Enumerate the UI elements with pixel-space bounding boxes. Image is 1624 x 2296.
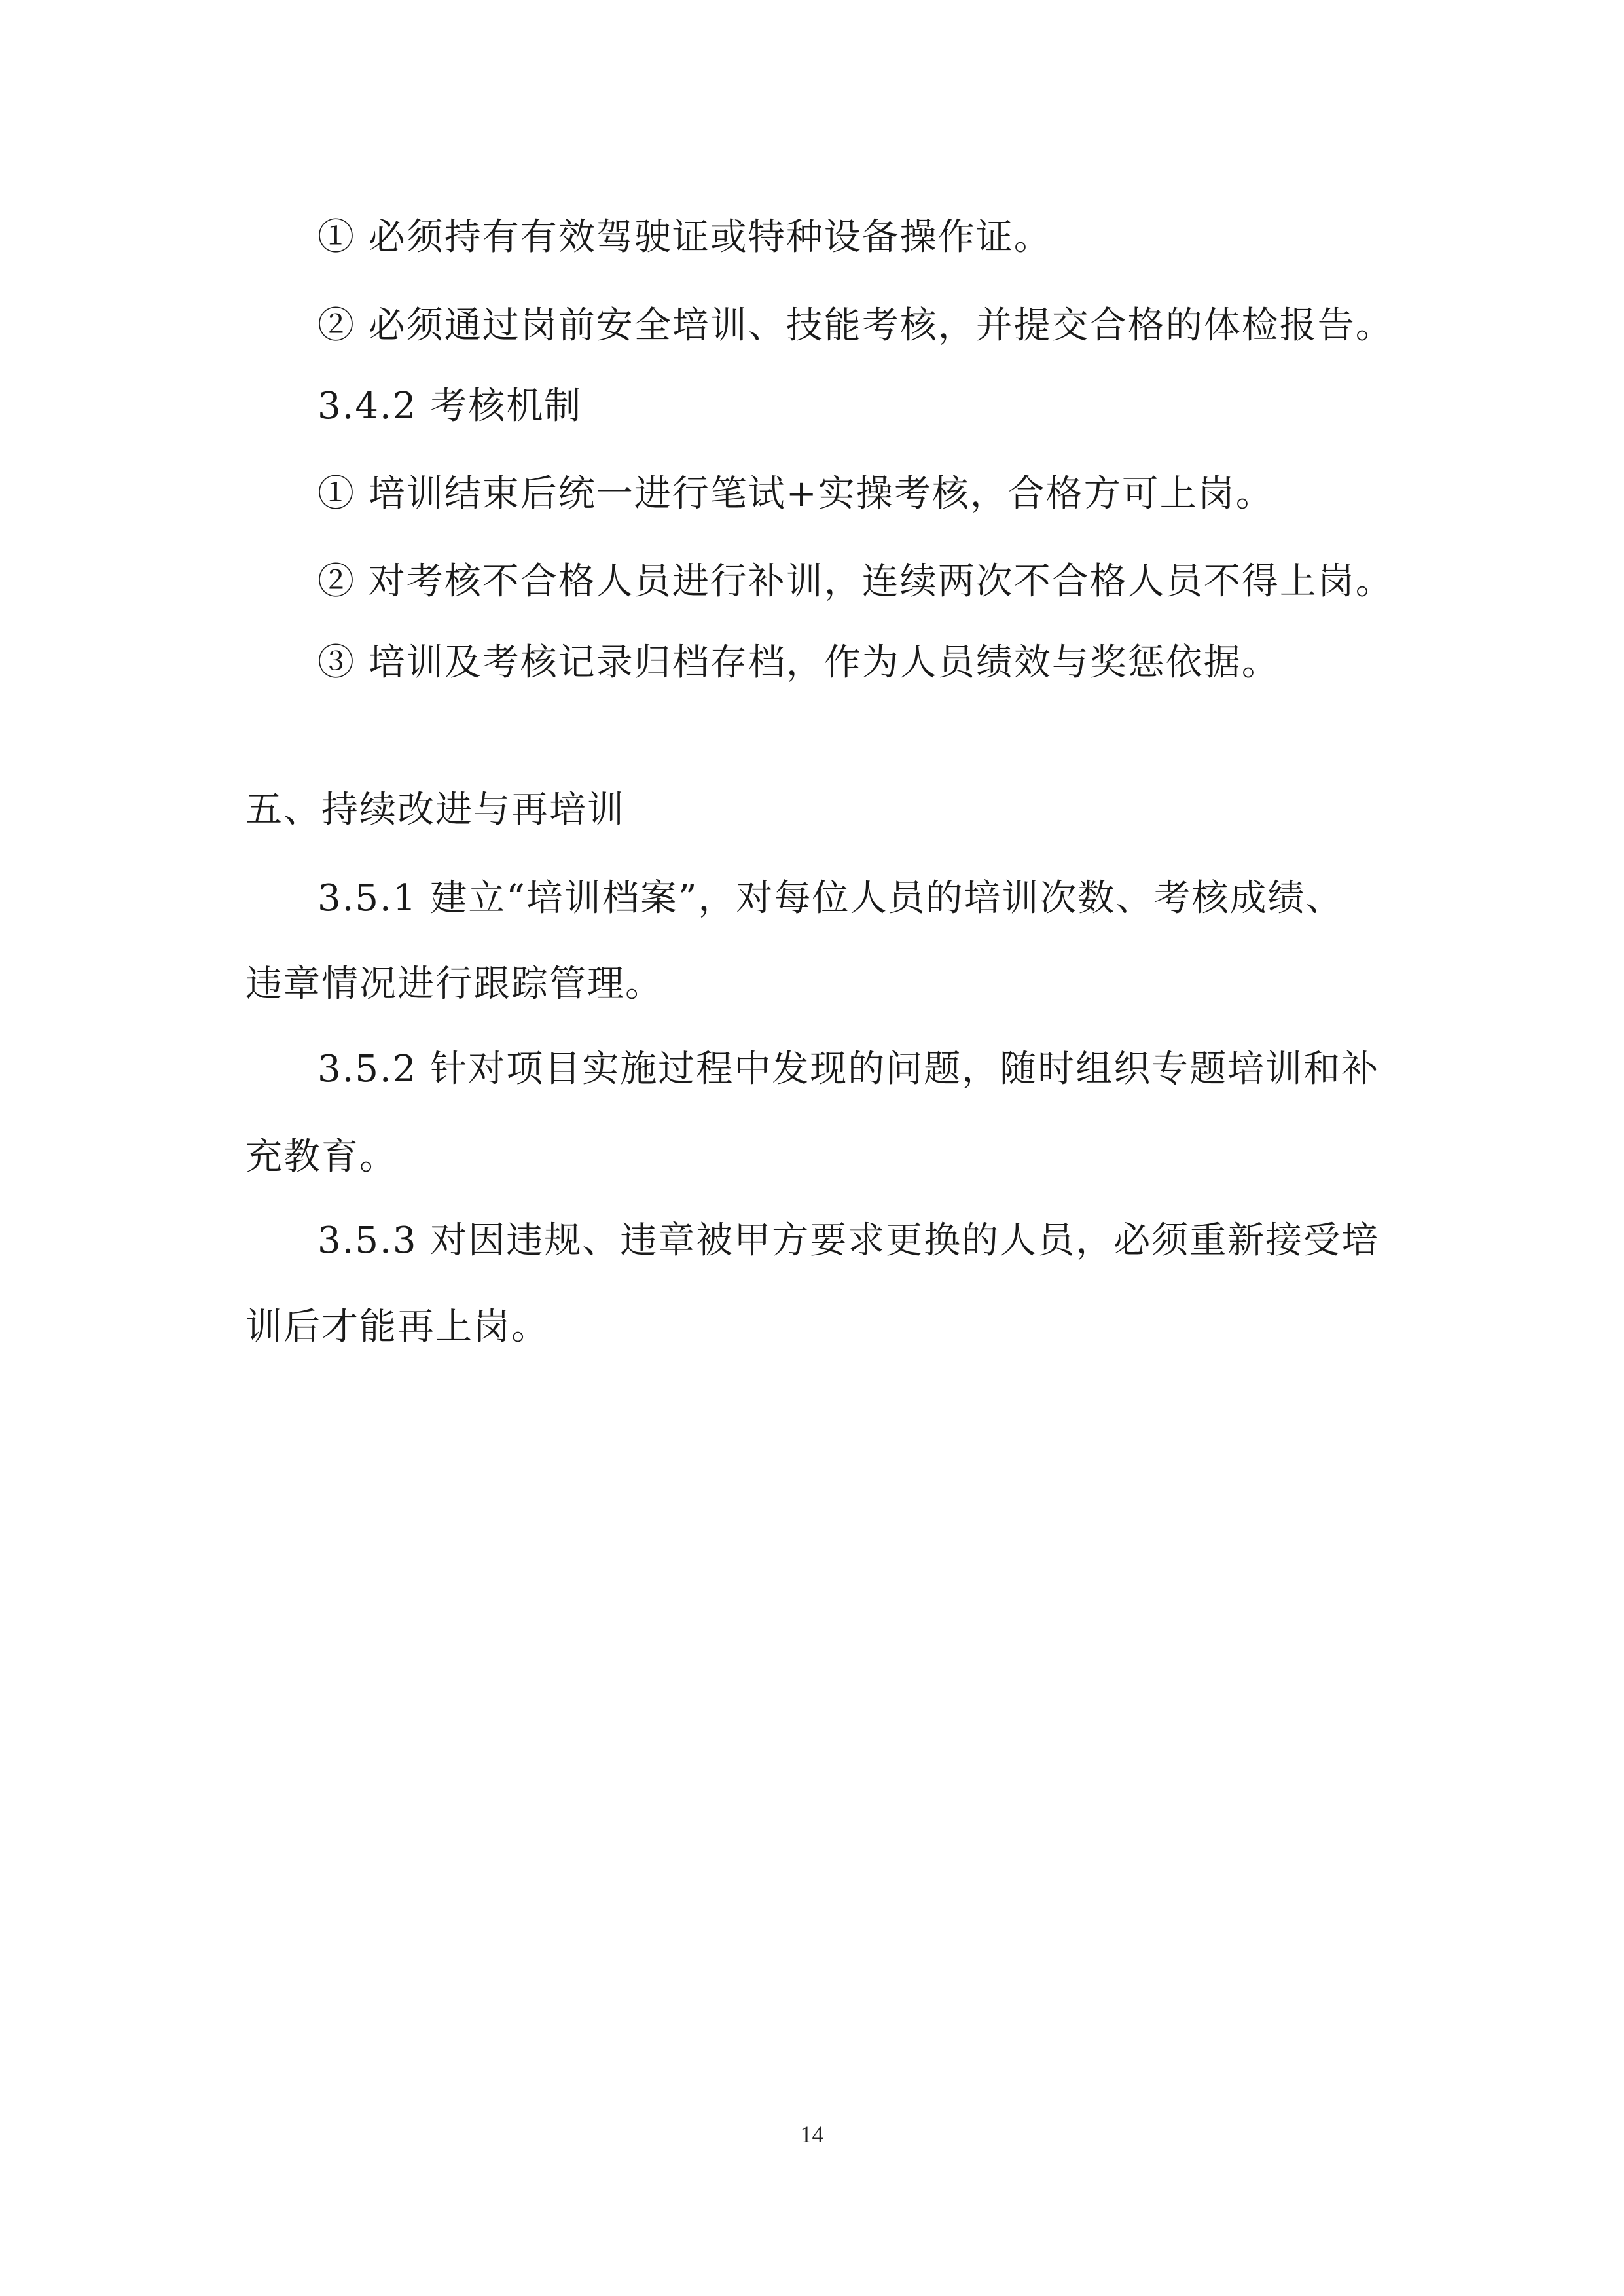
requirement-item-2: ② 必须通过岗前安全培训、技能考核，并提交合格的体检报告。	[317, 304, 1394, 347]
page-number: 14	[800, 2121, 824, 2147]
paragraph-3-5-3-line-2: 训后才能再上岗。	[245, 1306, 549, 1348]
paragraph-3-5-1-line-2: 违章情况进行跟踪管理。	[245, 963, 663, 1005]
assessment-item-1: ① 培训结束后统一进行笔试+实操考核，合格方可上岗。	[317, 473, 1274, 515]
section-heading-5: 五、持续改进与再培训	[245, 789, 625, 831]
subsection-title-3-4-2: 3.4.2 考核机制	[317, 385, 583, 427]
paragraph-3-5-3-line-1: 3.5.3 对因违规、违章被甲方要求更换的人员，必须重新接受培	[317, 1219, 1380, 1262]
paragraph-3-5-2-line-1: 3.5.2 针对项目实施过程中发现的问题，随时组织专题培训和补	[317, 1048, 1380, 1090]
assessment-item-3: ③ 培训及考核记录归档存档，作为人员绩效与奖惩依据。	[317, 641, 1280, 684]
paragraph-3-5-1-line-1: 3.5.1 建立“培训档案”，对每位人员的培训次数、考核成绩、	[317, 877, 1344, 920]
requirement-item-1: ① 必须持有有效驾驶证或特种设备操作证。	[317, 216, 1052, 259]
paragraph-3-5-2-line-2: 充教育。	[245, 1136, 397, 1178]
assessment-item-2: ② 对考核不合格人员进行补训，连续两次不合格人员不得上岗。	[317, 560, 1394, 603]
